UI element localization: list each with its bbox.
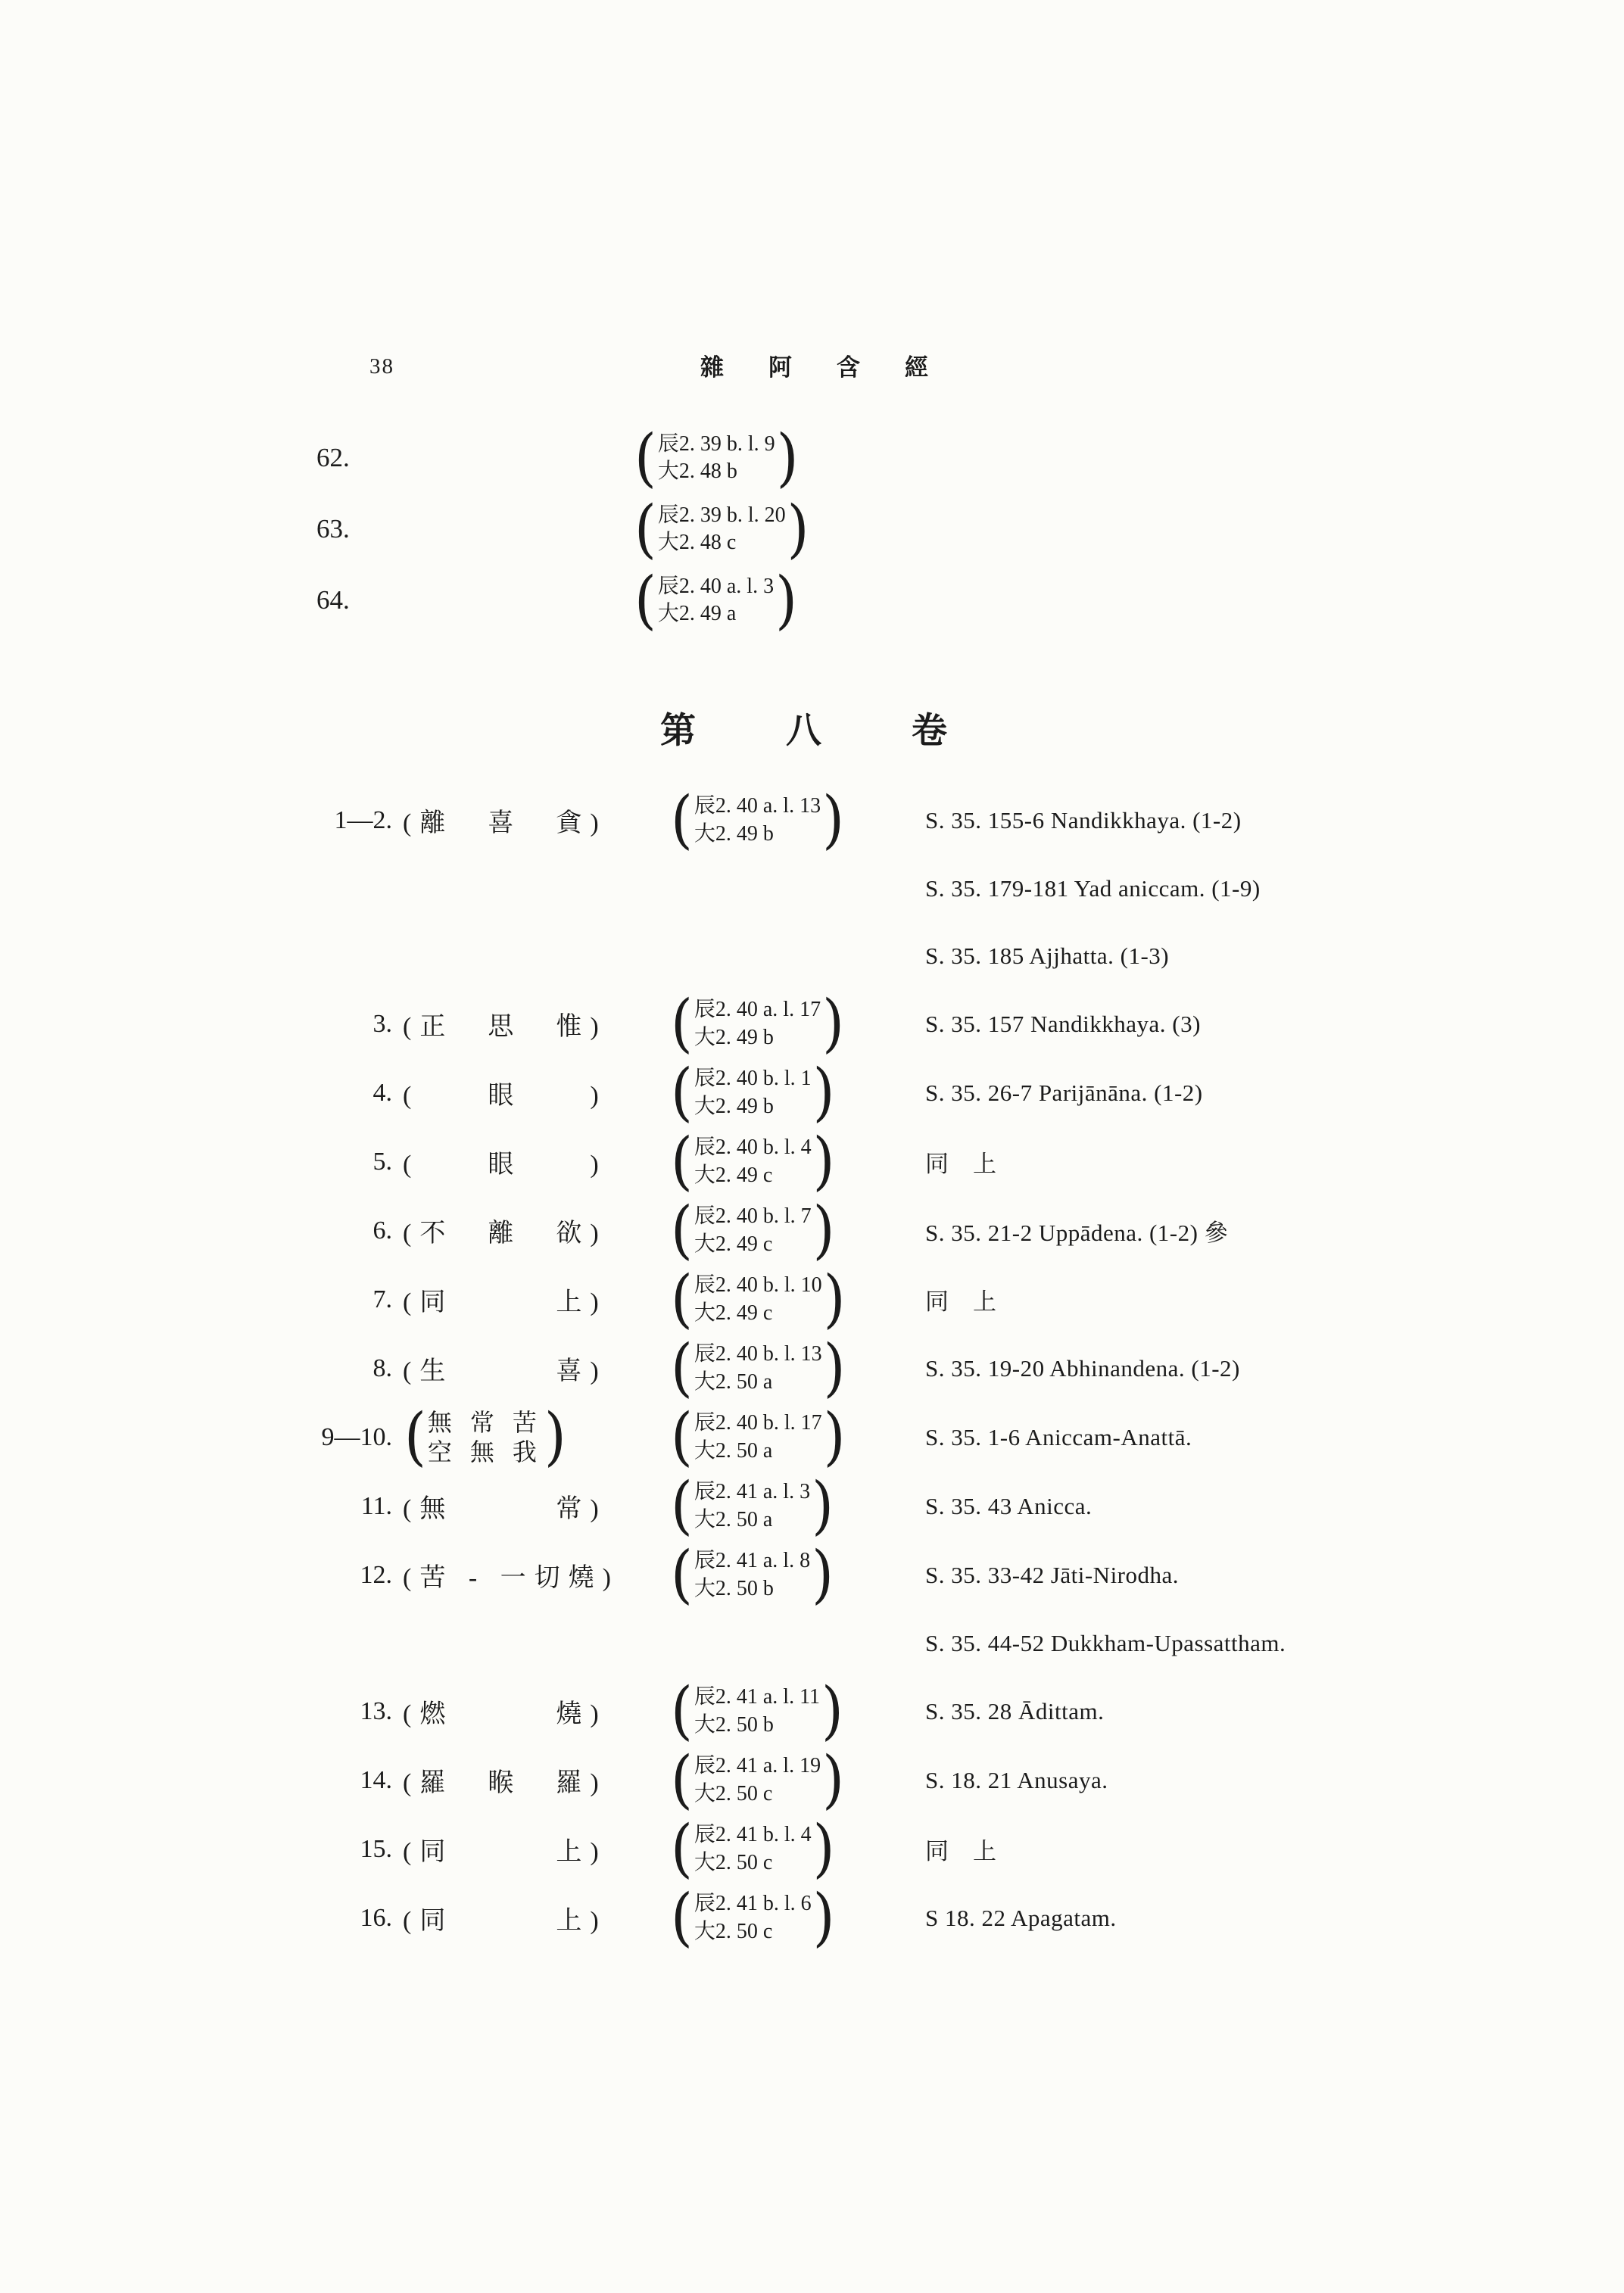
close-paren: ): [775, 563, 797, 637]
open-paren: (: [671, 1262, 693, 1336]
sutra-entry: [282, 1193, 1584, 1267]
canon-reference: [669, 986, 906, 1061]
close-paren: ): [812, 1469, 834, 1543]
open-paren: (: [671, 783, 693, 857]
canon-reference: [669, 1880, 906, 1955]
entry-number: 64.: [316, 585, 350, 615]
sutra-entry: [316, 565, 811, 636]
entry-title: ( 眼 ): [403, 1082, 607, 1110]
entry-number: 13.: [360, 1696, 392, 1725]
entry-title-group: [403, 1400, 669, 1474]
pali-reference: S. 35. 44-52 Dukkham-Upassattham.: [925, 1629, 1286, 1656]
entry-title: (羅 睺 羅): [403, 1769, 607, 1797]
entry-number: 7.: [372, 1285, 392, 1313]
entry-number: 5.: [372, 1147, 392, 1176]
close-paren: ): [821, 1674, 843, 1748]
entry-number: 3.: [372, 1009, 392, 1038]
sutra-entry: [282, 1331, 1584, 1405]
sutra-entry: [282, 1674, 1584, 1748]
entry-number: 15.: [360, 1834, 392, 1863]
open-paren: (: [671, 1124, 693, 1198]
ref-taisho: 大2. 49 c: [694, 1163, 773, 1187]
sutra-entry: [282, 1400, 1584, 1474]
sutra-entry: [282, 1469, 1584, 1543]
pali-reference: S. 35. 179-181 Yad aniccam. (1-9): [925, 874, 1261, 902]
ref-taisho: 大2. 49 a: [657, 602, 737, 625]
sutra-entry-continuation: [282, 855, 1584, 922]
sutra-entry: [282, 986, 1584, 1061]
canon-reference: [669, 1124, 906, 1198]
entry-title: (不 離 欲): [403, 1220, 607, 1248]
close-paren: ): [823, 1400, 846, 1474]
open-paren: (: [671, 1880, 693, 1955]
top-entry-list: [316, 422, 811, 636]
sutra-entry: [282, 1743, 1584, 1817]
sutra-entry: [282, 1055, 1584, 1129]
ref-taisho: 大2. 49 b: [694, 1094, 774, 1118]
close-paren: ): [812, 1537, 834, 1612]
open-paren: (: [671, 1331, 693, 1405]
pali-reference: S. 35. 155-6 Nandikkhaya. (1-2): [925, 806, 1242, 833]
canon-reference: [669, 783, 906, 857]
pali-reference: S. 35. 33-42 Jāti-Nirodha.: [925, 1561, 1180, 1588]
ref-taisho: 大2. 49 b: [694, 821, 774, 846]
open-paren: (: [634, 563, 656, 637]
sutra-entry-continuation: [282, 922, 1584, 989]
page-number: 38: [369, 354, 394, 379]
entry-number: 9—10.: [321, 1422, 392, 1451]
open-paren: (: [671, 1537, 693, 1612]
sutra-entry: [282, 1262, 1584, 1336]
close-paren: ): [823, 1262, 846, 1336]
close-paren: ): [812, 1880, 835, 1955]
ref-shukusatsu: 辰2. 40 a. l. 3: [657, 574, 775, 598]
canon-reference: [669, 1812, 906, 1886]
pali-reference: S. 35. 21-2 Uppādena. (1-2) 參: [925, 1220, 1229, 1246]
sutra-entry: [316, 422, 811, 494]
canon-reference: [669, 1262, 906, 1336]
ref-taisho: 大2. 50 c: [694, 1919, 773, 1943]
close-paren: ): [822, 783, 844, 857]
ref-taisho: 大2. 49 c: [694, 1232, 773, 1256]
entry-title: (正 思 惟): [403, 1013, 607, 1041]
pali-reference: S. 35. 185 Ajjhatta. (1-3): [925, 942, 1170, 969]
entry-title: (苦 - 一切燒): [403, 1564, 619, 1592]
sutra-entry: [282, 783, 1584, 857]
ref-shukusatsu: 辰2. 39 b. l. 9: [657, 431, 775, 456]
entry-title-line: 無 常 苦: [427, 1409, 543, 1437]
close-paren: ): [544, 1400, 566, 1474]
entry-number: 6.: [372, 1216, 392, 1245]
ditto-mark: 同 上: [925, 1151, 997, 1177]
ref-shukusatsu: 辰2. 41 a. l. 8: [694, 1549, 811, 1573]
entry-number: 16.: [360, 1903, 392, 1932]
ref-shukusatsu: 辰2. 41 a. l. 11: [694, 1685, 821, 1709]
sutra-entry: [282, 1812, 1584, 1886]
canon-reference: [669, 1537, 906, 1612]
entry-number: 4.: [372, 1078, 392, 1107]
ref-shukusatsu: 辰2. 40 b. l. 13: [694, 1342, 822, 1366]
entry-title: (離 喜 貪): [403, 809, 607, 837]
entry-title: (無 常): [403, 1495, 607, 1523]
open-paren: (: [671, 1812, 693, 1886]
entry-number: 8.: [372, 1354, 392, 1382]
ref-taisho: 大2. 50 c: [694, 1781, 773, 1805]
book-title: 雜 阿 含 經: [700, 354, 939, 381]
ref-taisho: 大2. 50 a: [694, 1507, 773, 1531]
pali-reference: S. 35. 157 Nandikkhaya. (3): [925, 1010, 1201, 1037]
canon-reference: [669, 1743, 906, 1817]
ditto-mark: 同 上: [925, 1288, 997, 1315]
ref-taisho: 大2. 48 b: [657, 460, 737, 483]
ref-shukusatsu: 辰2. 40 b. l. 17: [694, 1411, 822, 1435]
canon-reference: [669, 1469, 906, 1543]
sutra-entry: [282, 1537, 1584, 1612]
ref-taisho: 大2. 50 a: [694, 1369, 773, 1394]
canon-reference: [633, 563, 799, 637]
ref-shukusatsu: 辰2. 41 a. l. 19: [694, 1754, 821, 1778]
open-paren: (: [671, 986, 693, 1061]
sutra-entry: [282, 1880, 1584, 1955]
ref-shukusatsu: 辰2. 41 b. l. 6: [694, 1892, 812, 1916]
canon-reference: [633, 492, 811, 565]
pali-reference: S. 35. 43 Anicca.: [925, 1492, 1093, 1519]
ref-shukusatsu: 辰2. 41 b. l. 4: [694, 1823, 812, 1847]
entry-title: (生 喜): [403, 1357, 607, 1385]
open-paren: (: [671, 1743, 693, 1817]
close-paren: ): [812, 1193, 835, 1267]
canon-reference: [669, 1331, 906, 1405]
ref-taisho: 大2. 50 a: [694, 1438, 773, 1463]
close-paren: ): [787, 492, 809, 565]
entry-title: (同 上): [403, 1838, 607, 1866]
entry-title: (同 上): [403, 1288, 607, 1316]
pali-reference: S 18. 22 Apagatam.: [925, 1904, 1117, 1931]
ref-shukusatsu: 辰2. 40 b. l. 4: [694, 1136, 812, 1160]
close-paren: ): [812, 1055, 835, 1129]
open-paren: (: [671, 1469, 693, 1543]
entry-number: 11.: [360, 1491, 392, 1520]
canon-reference: [669, 1055, 906, 1129]
ref-taisho: 大2. 50 b: [694, 1576, 774, 1600]
pali-reference: S. 35. 1-6 Aniccam-Anattā.: [925, 1423, 1192, 1450]
pali-reference: S. 18. 21 Anusaya.: [925, 1766, 1108, 1793]
sutra-entry: [282, 1124, 1584, 1198]
entry-number: 12.: [360, 1560, 392, 1589]
close-paren: ): [822, 986, 844, 1061]
close-paren: ): [812, 1812, 835, 1886]
entry-list: [282, 783, 1584, 1955]
entry-title: (燃 燒): [403, 1700, 607, 1728]
pali-reference: S. 35. 19-20 Abhinandena. (1-2): [925, 1354, 1240, 1382]
close-paren: ): [776, 421, 799, 494]
entry-number: 1—2.: [334, 805, 392, 834]
section-heading: 第 八 卷: [660, 712, 974, 751]
open-paren: (: [634, 492, 656, 565]
close-paren: ): [822, 1743, 844, 1817]
ref-taisho: 大2. 50 c: [694, 1850, 773, 1874]
close-paren: ): [812, 1124, 835, 1198]
ref-taisho: 大2. 50 b: [694, 1712, 774, 1737]
entry-number: 63.: [316, 514, 350, 544]
open-paren: (: [634, 421, 656, 494]
open-paren: (: [671, 1400, 693, 1474]
entry-number: 62.: [316, 443, 350, 472]
ref-shukusatsu: 辰2. 40 a. l. 17: [694, 998, 821, 1022]
entry-title: ( 眼 ): [403, 1151, 607, 1179]
entry-title-line: 空 無 我: [427, 1438, 543, 1466]
open-paren: (: [671, 1193, 693, 1267]
canon-reference: [633, 421, 800, 494]
ref-shukusatsu: 辰2. 40 a. l. 13: [694, 794, 821, 818]
sutra-entry: [316, 494, 811, 565]
open-paren: (: [404, 1400, 426, 1474]
pali-reference: S. 35. 28 Ādittam.: [925, 1697, 1105, 1724]
ref-shukusatsu: 辰2. 40 b. l. 10: [694, 1273, 822, 1298]
pali-reference: S. 35. 26-7 Parijānāna. (1-2): [925, 1079, 1203, 1106]
ref-taisho: 大2. 49 b: [694, 1025, 774, 1049]
entry-title: (同 上): [403, 1907, 607, 1935]
entry-number: 14.: [360, 1765, 392, 1794]
close-paren: ): [823, 1331, 846, 1405]
open-paren: (: [671, 1674, 693, 1748]
ref-shukusatsu: 辰2. 41 a. l. 3: [694, 1480, 811, 1504]
canon-reference: [669, 1674, 906, 1748]
ref-shukusatsu: 辰2. 40 b. l. 7: [694, 1204, 812, 1229]
open-paren: (: [671, 1055, 693, 1129]
canon-reference: [669, 1400, 906, 1474]
canon-reference: [669, 1193, 906, 1267]
ref-taisho: 大2. 49 c: [694, 1301, 773, 1325]
ditto-mark: 同 上: [925, 1838, 997, 1865]
ref-shukusatsu: 辰2. 39 b. l. 20: [657, 503, 786, 527]
ref-shukusatsu: 辰2. 40 b. l. 1: [694, 1067, 812, 1091]
sutra-entry-continuation: [282, 1609, 1584, 1677]
ref-taisho: 大2. 48 c: [657, 531, 737, 554]
